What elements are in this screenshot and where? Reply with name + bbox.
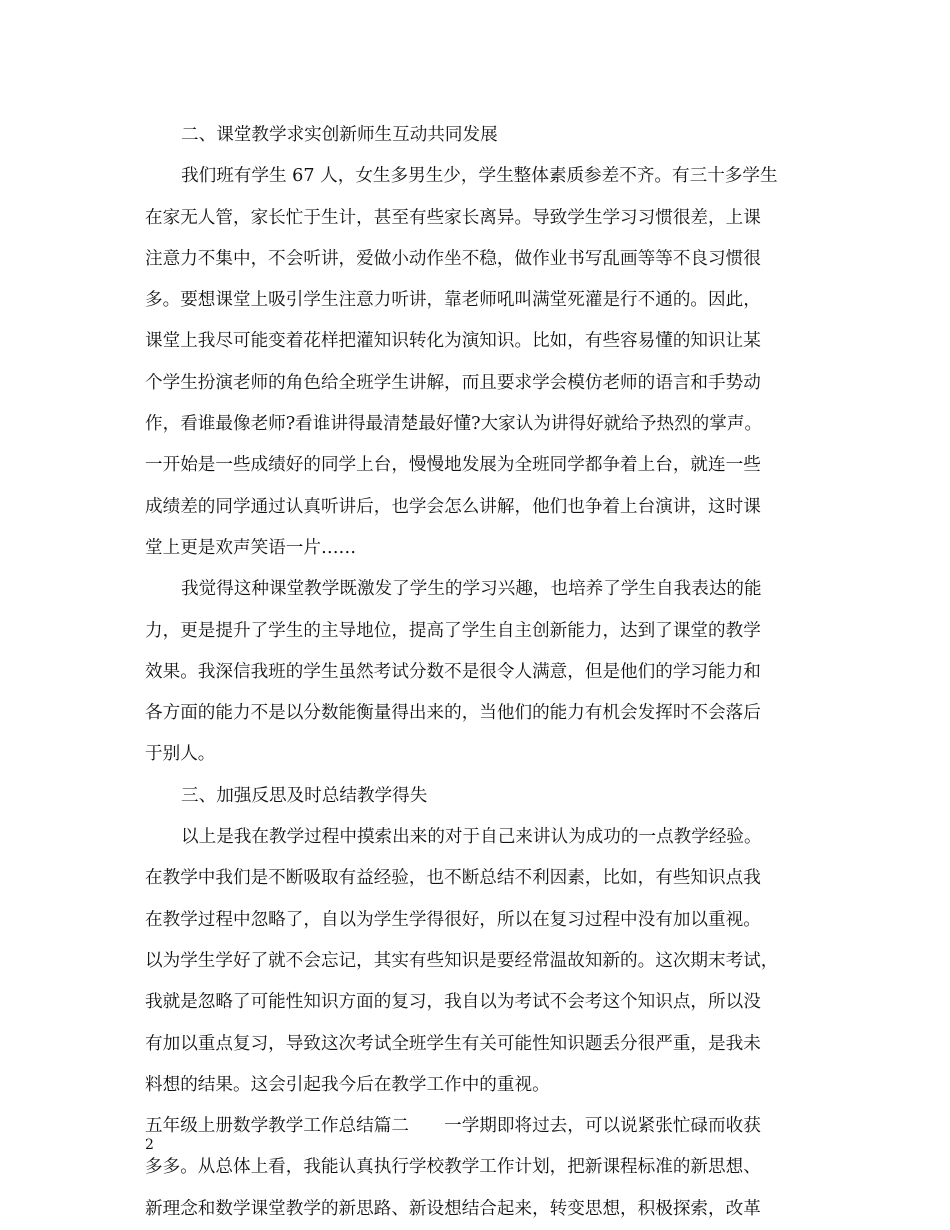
paragraph-line: 我就是忽略了可能性知识方面的复习，我自以为考试不会考这个知识点，所以没 xyxy=(145,992,761,1013)
paragraph-line: 于别人。 xyxy=(145,744,216,765)
section-heading: 三、加强反思及时总结教学得失 xyxy=(181,785,428,806)
paragraph-line: 料想的结果。这会引起我今后在教学工作中的重视。 xyxy=(145,1074,550,1095)
paragraph-line: 成绩差的同学通过认真听讲后，也学会怎么讲解，他们也争着上台演讲，这时课 xyxy=(145,496,761,517)
page-number: 2 xyxy=(145,1137,154,1153)
paragraph-line: 个学生扮演老师的角色给全班学生讲解，而且要求学会模仿老师的语言和手势动 xyxy=(145,372,761,393)
paragraph-line: 注意力不集中，不会听讲，爱做小动作坐不稳，做作业书写乱画等等不良习惯很 xyxy=(145,248,761,269)
article-title-line: 五年级上册数学教学工作总结篇二 一学期即将过去，可以说紧张忙碌而收获 xyxy=(145,1116,761,1137)
paragraph-line: 作，看谁最像老师?看谁讲得最清楚最好懂?大家认为讲得好就给予热烈的掌声。 xyxy=(145,414,763,435)
paragraph-line: 在家无人管，家长忙于生计，甚至有些家长离异。导致学生学习习惯很差，上课 xyxy=(145,207,761,228)
paragraph-line: 我们班有学生 67 人，女生多男生少，学生整体素质参差不齐。有三十多学生 xyxy=(181,166,778,187)
paragraph-line: 课堂上我尽可能变着花样把灌知识转化为演知识。比如，有些容易懂的知识让某 xyxy=(145,331,761,352)
paragraph-line: 多。要想课堂上吸引学生注意力听讲，靠老师吼叫满堂死灌是行不通的。因此， xyxy=(145,290,761,311)
section-heading: 二、课堂教学求实创新师生互动共同发展 xyxy=(181,125,498,145)
document-body xyxy=(145,115,807,1230)
paragraph-line: 我觉得这种课堂教学既激发了学生的学习兴趣，也培养了学生自我表达的能 xyxy=(181,579,762,600)
paragraph-line: 效果。我深信我班的学生虽然考试分数不是很令人满意，但是他们的学习能力和 xyxy=(145,661,761,682)
paragraph-line: 多多。从总体上看，我能认真执行学校教学工作计划，把新课程标准的新思想、 xyxy=(145,1157,761,1178)
paragraph-line: 有加以重点复习，导致这次考试全班学生有关可能性知识题丢分很严重，是我未 xyxy=(145,1033,761,1054)
paragraph-line: 各方面的能力不是以分数能衡量得出来的，当他们的能力有机会发挥时不会落后 xyxy=(145,703,761,724)
paragraph-line: 堂上更是欢声笑语一片…… xyxy=(145,537,357,558)
paragraph-line: 新理念和数学课堂教学的新思路、新设想结合起来，转变思想，积极探索，改革 xyxy=(145,1198,761,1219)
paragraph-line: 在教学中我们是不断吸取有益经验，也不断总结不利因素，比如，有些知识点我 xyxy=(145,868,761,889)
paragraph-line: 一开始是一些成绩好的同学上台，慢慢地发展为全班同学都争着上台，就连一些 xyxy=(145,455,761,476)
paragraph-line: 以为学生学好了就不会忘记，其实有些知识是要经常温故知新的。这次期末考试， xyxy=(145,950,779,971)
paragraph-line: 力，更是提升了学生的主导地位，提高了学生自主创新能力，达到了课堂的教学 xyxy=(145,620,761,641)
paragraph-line: 以上是我在教学过程中摸索出来的对于自己来讲认为成功的一点教学经验。 xyxy=(181,827,762,848)
paragraph-line: 在教学过程中忽略了，自以为学生学得很好，所以在复习过程中没有加以重视。 xyxy=(145,909,761,930)
